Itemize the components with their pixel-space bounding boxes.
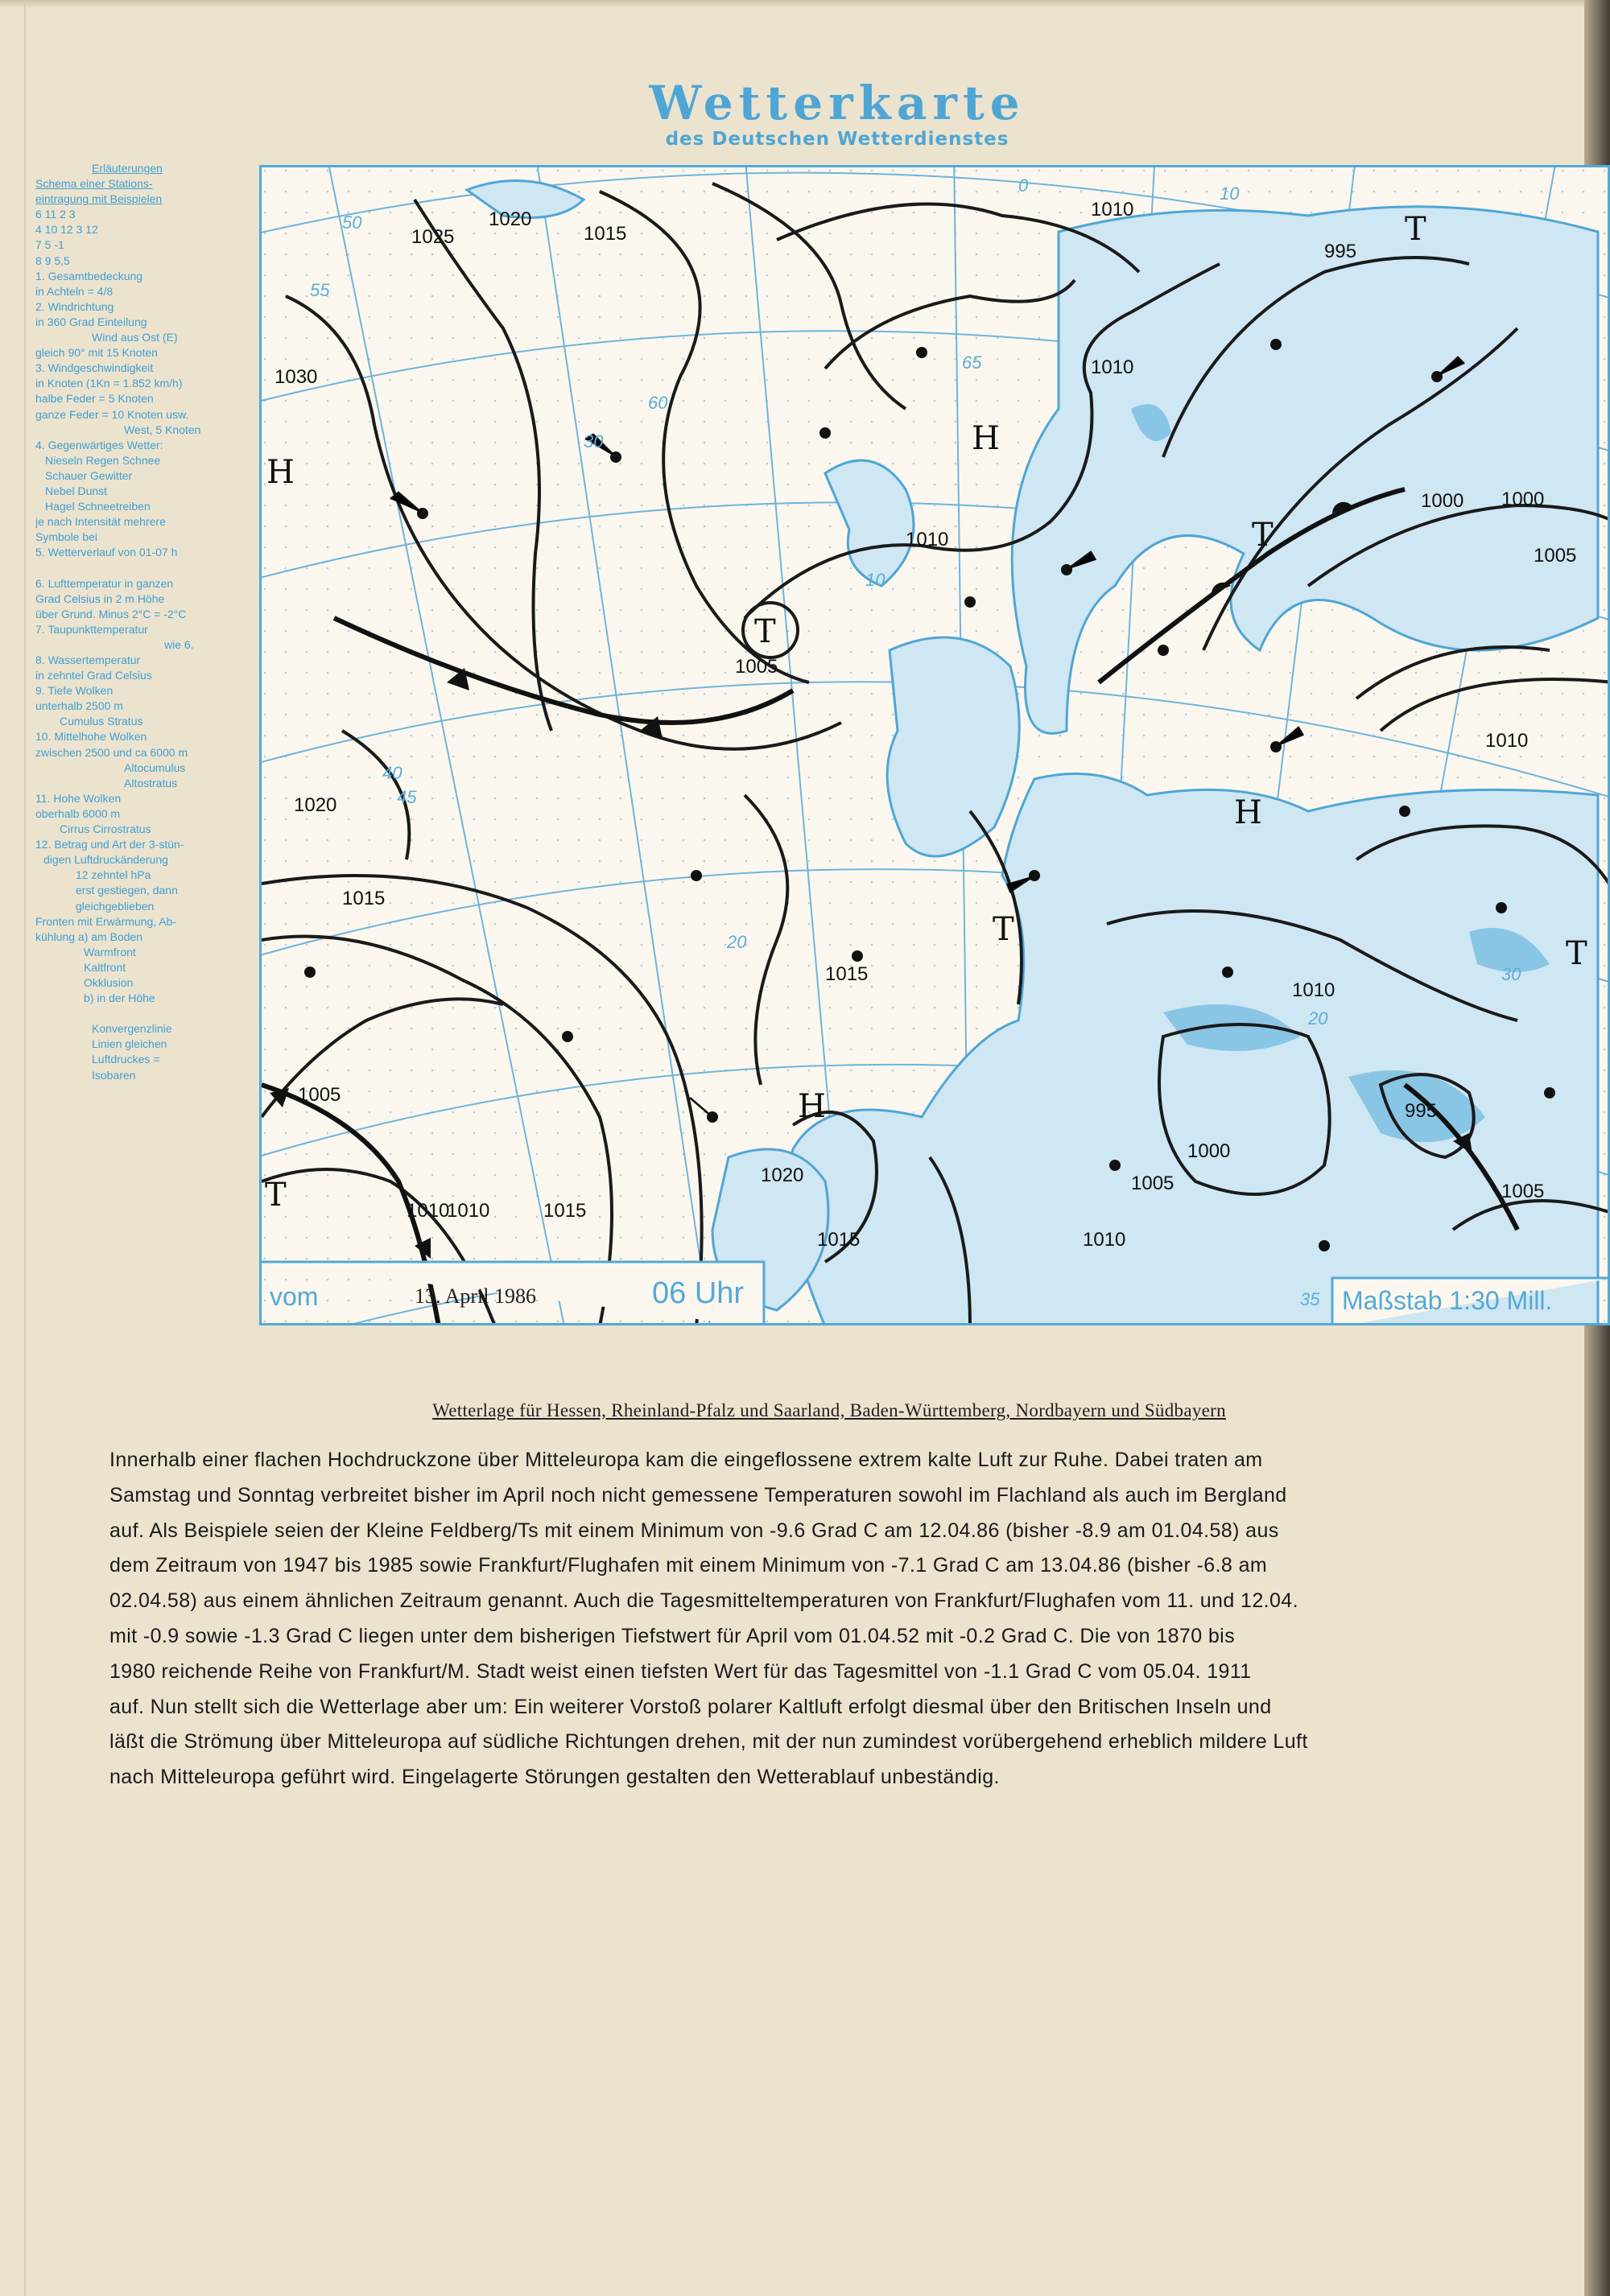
- station-marker: [1270, 339, 1282, 350]
- station-marker: [304, 967, 316, 978]
- legend-line: Cirrus Cirrostratus: [60, 822, 151, 836]
- legend-line: in Achteln = 4/8: [35, 284, 114, 298]
- report-line: Innerhalb einer flachen Hochdruckzone über Mitteleuropa kam die eingeflossene extrem kalte Luft zur Ruhe. Dabei traten am: [109, 1449, 1263, 1471]
- legend-line: 8. Wassertemperatur: [35, 653, 141, 666]
- report-line: 1980 reichende Reihe von Frankfurt/M. Stadt weist einen tiefsten Wert für das Tagesmittel von -1.1 Grad C vom 05.04. 1911: [109, 1659, 1252, 1683]
- legend-line: gleichgeblieben: [76, 899, 155, 913]
- legend-panel: [35, 161, 258, 1336]
- isobar-label: 1000: [1187, 1140, 1231, 1162]
- legend-line: Konvergenzlinie: [92, 1022, 172, 1036]
- graticule-label: 30: [1501, 964, 1521, 984]
- report-line: Samstag und Sonntag verbreitet bisher im April noch nicht gemessene Temperaturen sowohl im Flachland als auch im Bergland: [109, 1483, 1287, 1507]
- legend-line: 6. Lufttemperatur in ganzen: [35, 576, 174, 590]
- isobar-label: 1015: [342, 888, 386, 909]
- legend-line: 4 10 12 3 12: [35, 223, 98, 237]
- isobar-label: 1010: [407, 1200, 450, 1222]
- report-heading: Wetterlage für Hessen, Rheinland-Pfalz und Saarland, Baden-Württemberg, Nordbayern und Südbayern: [432, 1400, 1226, 1420]
- high-pressure-center: H: [1234, 794, 1262, 831]
- isobar-label: 1010: [906, 529, 949, 550]
- legend-line: Grad Celsius in 2 m Höhe: [35, 592, 165, 605]
- graticule-label: 65: [962, 352, 982, 373]
- station-marker: [1319, 1240, 1330, 1251]
- graticule-label: 60: [648, 393, 668, 413]
- legend-line: ganze Feder = 10 Knoten usw.: [35, 407, 189, 421]
- low-pressure-center: T: [754, 613, 776, 650]
- legend-line: Wind aus Ost (E): [92, 331, 178, 344]
- legend-line: 12. Betrag und Art der 3-stün-: [35, 838, 184, 851]
- map-canvas: [262, 167, 1610, 1325]
- station-marker: [1399, 806, 1410, 817]
- station-marker: [1222, 967, 1233, 978]
- isobar-label: 1010: [1485, 730, 1529, 752]
- isobar-label: 1010: [1091, 199, 1134, 221]
- legend-line: in 360 Grad Einteilung: [35, 315, 147, 328]
- isobar-label: 1010: [447, 1200, 490, 1222]
- isobar-label: 1030: [275, 366, 318, 388]
- legend-line: Altostratus: [124, 776, 178, 789]
- legend-line: Okklusion: [84, 975, 134, 989]
- report-line: läßt die Strömung über Mitteleuropa auf südliche Richtungen drehen, mit der nun zumindest vorübergehend erheblich mildere Luft: [109, 1730, 1308, 1754]
- isobar-label: 1010: [1083, 1229, 1126, 1251]
- legend-line: 7. Taupunkttemperatur: [35, 622, 148, 636]
- legend-line: [35, 560, 258, 575]
- isobar-label: 1010: [1091, 357, 1134, 378]
- station-marker: [964, 596, 976, 608]
- graticule-label: 40: [382, 763, 402, 783]
- legend-line: Nieseln Regen Schnee: [45, 453, 161, 467]
- legend-line: je nach Intensität mehrere: [35, 515, 166, 529]
- legend-line: gleich 90° mit 15 Knoten: [35, 346, 158, 360]
- report-line: 02.04.58) aus einem ähnlichen Zeitraum genannt. Auch die Tagesmitteltemperaturen von Frankfurt/Flughafen vom 11. und 12.04.: [109, 1589, 1298, 1613]
- legend-line: 8 9 5,5: [35, 254, 70, 267]
- low-pressure-center: T: [1566, 935, 1587, 972]
- high-pressure-center: H: [972, 420, 1000, 457]
- graticule-label: 55: [310, 280, 330, 300]
- legend-line: Erläuterungen: [92, 162, 163, 175]
- legend-line: in zehntel Grad Celsius: [35, 669, 152, 682]
- isobar-label: 1015: [825, 963, 869, 985]
- graticule-label: 35: [1300, 1289, 1320, 1309]
- legend-line: 1. Gesamtbedeckung: [35, 269, 143, 282]
- map-time: 06 Uhr: [652, 1276, 745, 1310]
- report-line: mit -0.9 sowie -1.3 Grad C liegen unter dem bisherigen Tiefstwert für April vom 01.04.52 mit -0.2 Grad C. Die von 1870 bis: [109, 1624, 1236, 1647]
- isobar-label: 1005: [298, 1084, 341, 1106]
- isobar-label: 995: [1324, 241, 1357, 262]
- graticule-label: 10: [865, 570, 886, 590]
- legend-line: erst gestiegen, dann: [76, 884, 178, 897]
- report-body: [109, 1443, 1546, 1795]
- legend-line: halbe Feder = 5 Knoten: [35, 392, 154, 406]
- legend-line: West, 5 Knoten: [124, 423, 201, 436]
- station-marker: [1158, 645, 1169, 656]
- isobar-label: 1015: [543, 1200, 587, 1222]
- isobar-label: 1005: [1501, 1181, 1545, 1202]
- isobar-label: 1015: [584, 223, 627, 245]
- legend-line: 7 5 -1: [35, 238, 64, 252]
- margin-line: [24, 0, 26, 2296]
- isobar-label: 1020: [294, 794, 337, 816]
- legend-line: Isobaren: [92, 1068, 136, 1082]
- legend-line: Nebel Dunst: [45, 484, 108, 497]
- report-line: nach Mitteleuropa geführt wird. Eingelagerte Störungen gestalten den Wetterablauf unbeständig.: [109, 1766, 1000, 1789]
- legend-line: Schauer Gewitter: [45, 468, 133, 482]
- graticule-label: 30: [584, 431, 604, 451]
- isobar-label: 1025: [411, 226, 455, 248]
- isobar-label: 1015: [817, 1229, 861, 1251]
- legend-line: 4. Gegenwärtiges Wetter:: [35, 438, 163, 451]
- page-edge-top: [0, 0, 1610, 8]
- report-line: dem Zeitraum von 1947 bis 1985 sowie Frankfurt/Flughafen mit einem Minimum von -7.1 Grad C am 13.04.86 (bisher -6.8 am: [109, 1554, 1268, 1577]
- isobar-label: 1020: [489, 208, 532, 230]
- graticule-label: 0: [1018, 175, 1029, 196]
- low-pressure-center: T: [265, 1177, 287, 1214]
- station-marker: [1109, 1160, 1121, 1171]
- low-pressure-center: T: [1405, 211, 1426, 248]
- station-marker: [852, 950, 863, 962]
- legend-line: [35, 1006, 258, 1021]
- graticule-label: 45: [397, 787, 417, 807]
- legend-line: Warmfront: [84, 945, 136, 958]
- legend-line: unterhalb 2500 m: [35, 699, 123, 713]
- legend-line: eintragung mit Beispielen: [35, 192, 163, 206]
- legend-line: 12 zehntel hPa: [76, 868, 151, 882]
- legend-line: 10. Mittelhohe Wolken: [35, 730, 147, 744]
- legend-line: Schema einer Stations-: [35, 177, 153, 191]
- legend-line: zwischen 2500 und ca 6000 m: [35, 745, 188, 759]
- legend-line: in Knoten (1Kn = 1.852 km/h): [35, 377, 183, 390]
- legend-line: Hagel Schneetreiben: [45, 500, 151, 513]
- legend-line: Linien gleichen: [92, 1037, 167, 1051]
- legend-line: wie 6.: [164, 637, 194, 651]
- high-pressure-center: H: [266, 454, 295, 491]
- station-marker: [691, 870, 702, 881]
- report-line: auf. Nun stellt sich die Wetterlage aber um: Ein weiterer Vorstoß polarer Kaltluft erfolgt diesmal über den Britischen Inseln und: [109, 1695, 1272, 1718]
- legend-line: Cumulus Stratus: [60, 715, 143, 728]
- map-date: 13. April 1986: [415, 1284, 536, 1308]
- low-pressure-center: T: [993, 911, 1014, 948]
- map-scale: Maßstab 1:30 Mill.: [1342, 1286, 1553, 1315]
- legend-line: kühlung a) am Boden: [35, 930, 143, 943]
- isobar-label: 995: [1405, 1100, 1438, 1122]
- legend-line: Luftdruckes =: [92, 1053, 160, 1066]
- legend-line: oberhalb 6000 m: [35, 806, 121, 820]
- graticule-label: 20: [727, 932, 747, 952]
- isobar-label: 1000: [1501, 488, 1545, 510]
- legend-line: b) in der Höhe: [84, 991, 155, 1005]
- isobar-label: 1005: [1534, 545, 1577, 567]
- station-marker: [1544, 1087, 1555, 1099]
- legend-line: Symbole bei: [35, 530, 98, 544]
- map-subtitle: des Deutschen Wetterdienstes: [665, 129, 1009, 150]
- station-marker: [1496, 902, 1507, 913]
- graticule-label: 50: [342, 212, 362, 233]
- legend-line: Altocumulus: [124, 761, 186, 774]
- legend-line: Kaltfront: [84, 960, 126, 974]
- isobar-label: 1010: [1292, 979, 1335, 1001]
- station-marker: [819, 427, 831, 439]
- weather-map: [259, 165, 1610, 1325]
- legend-line: 6 11 2 3: [35, 208, 76, 221]
- graticule-label: 10: [1220, 183, 1240, 204]
- isobar-label: 1000: [1421, 490, 1464, 512]
- map-title: Wetterkarte: [649, 76, 1026, 130]
- legend-line: 11. Hohe Wolken: [35, 791, 122, 805]
- isobar-label: 1005: [735, 656, 778, 678]
- high-pressure-center: H: [798, 1088, 826, 1125]
- isobar-label: 1005: [1131, 1173, 1174, 1194]
- low-pressure-center: T: [1252, 517, 1274, 554]
- station-marker: [916, 347, 927, 358]
- legend-line: 5. Wetterverlauf von 01-07 h: [35, 546, 178, 559]
- isobar-label: 1020: [761, 1164, 804, 1186]
- legend-line: digen Luftdruckänderung: [43, 853, 168, 867]
- report-line: auf. Als Beispiele seien der Kleine Feldberg/Ts mit einem Minimum von -9.6 Grad C am 12.04.86 (bisher -8.9 am 01.04.58) aus: [109, 1519, 1279, 1542]
- legend-line: 3. Windgeschwindigkeit: [35, 361, 154, 375]
- station-marker: [562, 1031, 573, 1042]
- legend-line: Fronten mit Erwärmung, Ab-: [35, 914, 177, 928]
- legend-line: 9. Tiefe Wolken: [35, 684, 114, 698]
- legend-line: 2. Windrichtung: [35, 299, 114, 313]
- map-footer-vom: vom: [270, 1282, 319, 1311]
- graticule-label: 20: [1308, 1008, 1328, 1028]
- legend-line: über Grund. Minus 2°C = -2°C: [35, 607, 187, 620]
